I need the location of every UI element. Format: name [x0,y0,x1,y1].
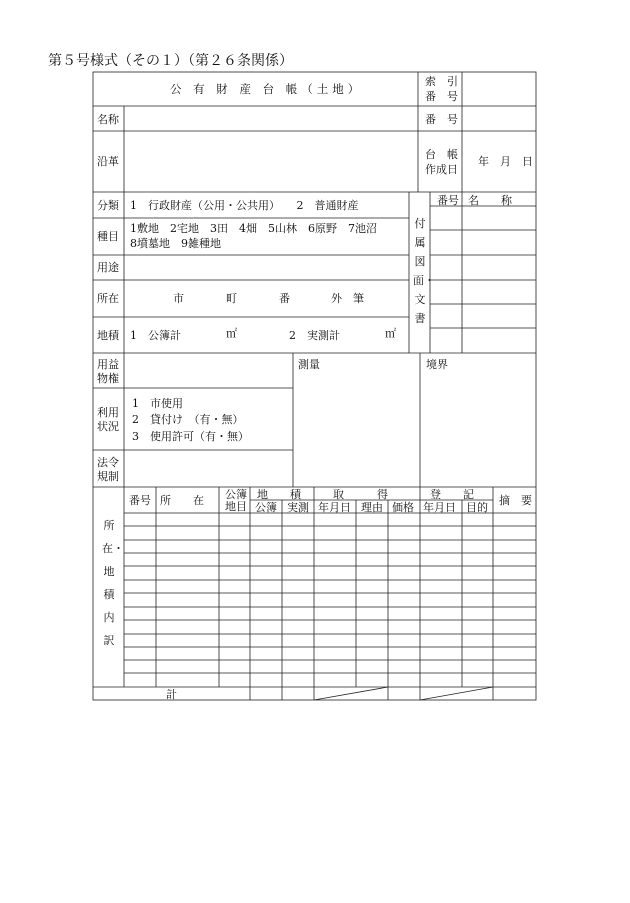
survey-label: 測量 [298,358,320,371]
legal-label-1: 法令 [97,456,119,469]
header-acquisition: 取 得 [333,488,388,501]
header-location: 所 在 [160,494,204,507]
total-label: 計 [166,688,177,701]
easement-label-1: 用益 [97,358,119,371]
location-city: 市 [173,292,184,305]
usage-item-3[interactable]: 3 使用許可（有・無） [132,430,249,443]
header-ledger-cat-2: 地目 [225,500,247,513]
easement-label-2: 物権 [97,372,119,385]
breakdown-rows[interactable] [124,513,536,687]
kind-options-line2[interactable]: 8墳墓地 9雑種地 [130,237,221,250]
area-label: 地積 [97,329,119,342]
kind-label: 種目 [97,230,119,243]
header-reg-purpose: 目的 [466,501,488,514]
classification-label: 分類 [97,199,119,212]
area-ledger-label: 1 公簿計 [130,329,181,342]
header-acq-date: 年月日 [318,501,351,514]
location-extra: 外 筆 [331,292,364,305]
header-area: 地 積 [257,488,301,501]
header-reg-date: 年月日 [423,501,456,514]
use-field[interactable] [124,255,409,280]
ledger-date-value[interactable]: 年 月 日 [478,155,533,168]
location-town: 町 [226,292,237,305]
legal-field[interactable] [124,450,293,487]
area-measured-unit: ㎡ [385,327,396,340]
number-field[interactable] [462,106,536,131]
attachment-label: 付属図面・文書 [413,217,435,325]
index-label-1: 索 引 [425,75,458,88]
attachment-col-number: 番号 [437,194,459,207]
area-measured-label: 2 実測計 [289,329,340,342]
header-registry: 登 記 [430,488,474,501]
boundary-field[interactable] [420,370,536,487]
header-acq-price: 価格 [392,501,414,514]
boundary-label: 境界 [426,358,448,371]
header-area-measured: 実測 [287,501,309,514]
area-ledger-unit: ㎡ [226,327,237,340]
ledger-date-label-1: 台 帳 [425,148,458,161]
header-acq-reason: 理由 [361,501,383,514]
header-remarks: 摘 要 [499,494,532,507]
index-number-field[interactable] [462,72,536,106]
index-label-2: 番 号 [425,90,458,103]
ledger-title: 公 有 財 産 台 帳（土地） [170,82,364,96]
history-label: 沿革 [97,155,119,168]
survey-field[interactable] [293,370,420,487]
name-label: 名称 [97,113,119,126]
breakdown-side-label: 所在・地積内訳 [102,519,124,647]
classification-options[interactable]: 1 行政財産（公用・公共用） 2 普通財産 [130,199,359,212]
use-label: 用途 [97,261,119,274]
usage-status-label-2: 状況 [97,420,119,433]
ledger-date-label-2: 作成日 [425,163,458,176]
attachment-col-name: 名 称 [468,194,512,207]
legal-label-2: 規制 [97,470,119,483]
history-field[interactable] [124,131,418,192]
header-number: 番号 [129,494,151,507]
header-area-ledger: 公簿 [255,501,277,514]
easement-field[interactable] [124,353,293,388]
usage-item-1[interactable]: 1 市使用 [132,397,183,410]
form-number: 第５号様式（その１）（第２６条関係） [48,53,293,69]
name-field[interactable] [124,106,418,131]
location-label: 所在 [97,292,119,305]
number-label: 番 号 [425,113,458,126]
usage-status-label-1: 利用 [97,406,119,419]
usage-item-2[interactable]: 2 貸付け （有・無） [132,413,244,426]
location-number: 番 [279,292,290,305]
kind-options-line1[interactable]: 1敷地 2宅地 3田 4畑 5山林 6原野 7池沼 [130,222,377,235]
header-ledger-cat-1: 公簿 [225,488,247,501]
